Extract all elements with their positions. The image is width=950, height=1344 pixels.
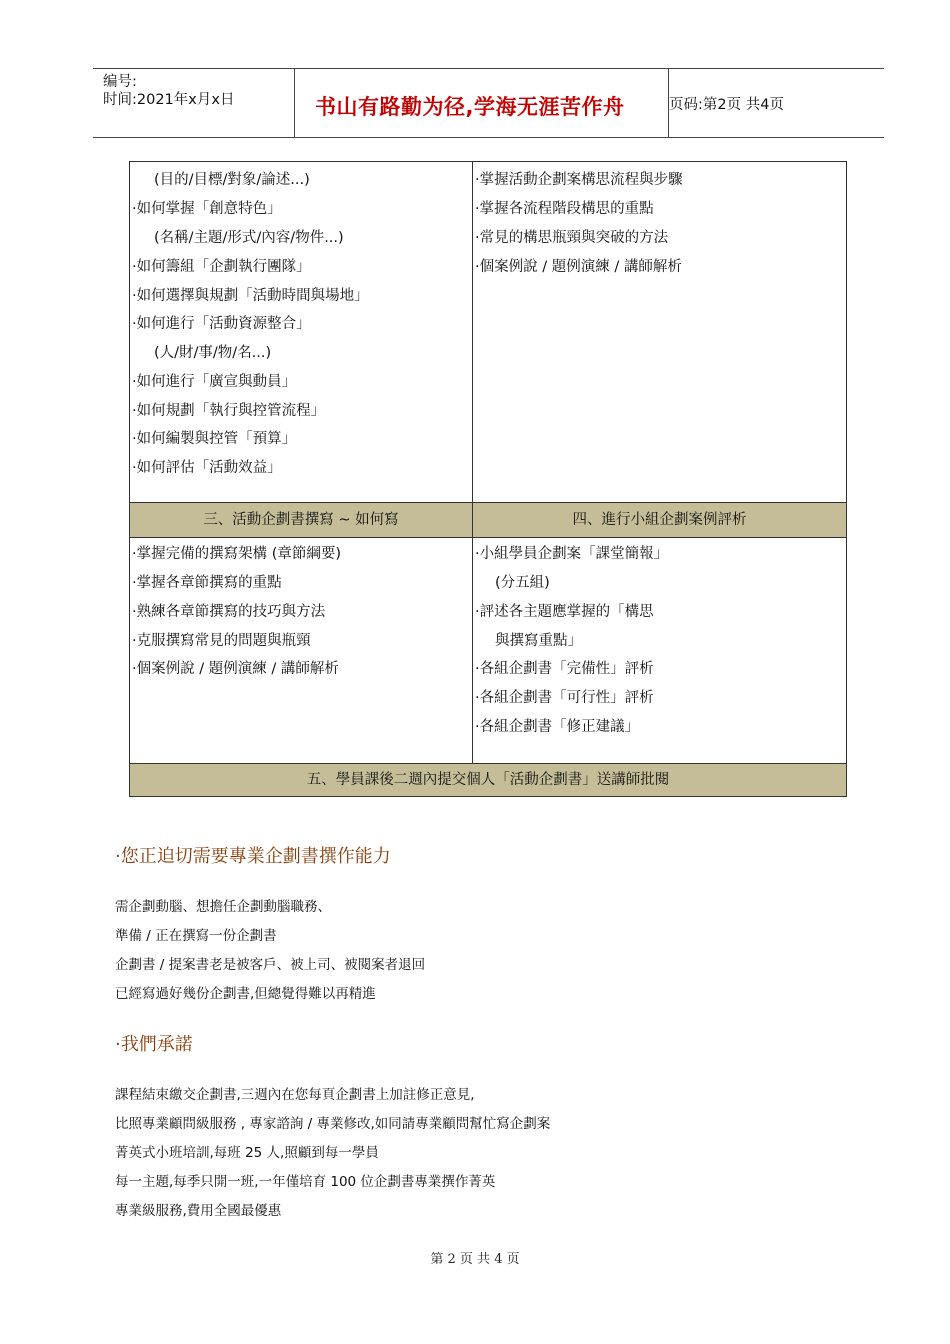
list-item: ·各組企劃書「修正建議」 — [475, 719, 640, 735]
paragraph-line: 每一主題,每季只開一班,一年僅培育 100 位企劃書專業撰作菁英 — [115, 1174, 496, 1190]
header-motto-cell — [294, 69, 669, 137]
list-item: ·掌握活動企劃案構思流程與步驟 — [475, 172, 683, 188]
paragraph-line: 課程結束繳交企劃書,三週內在您每頁企劃書上加註修正意見, — [115, 1087, 475, 1103]
paragraph-line: 企劃書 / 提案書老是被客戶、被上司、被閱案者退回 — [115, 957, 426, 973]
course-table — [129, 161, 847, 797]
list-item: ·如何進行「活動資源整合」 — [132, 316, 311, 332]
paragraph-line: 需企劃動腦、想擔任企劃動腦職務、 — [115, 899, 331, 915]
list-item: ·掌握完備的撰寫架構 (章節綱要) — [132, 546, 342, 562]
list-item: ·熟練各章節撰寫的技巧與方法 — [132, 604, 326, 620]
paragraph-line: 準備 / 正在撰寫一份企劃書 — [115, 928, 277, 944]
number-label: 编号: — [103, 74, 137, 90]
page-footer: 第 2 页 共 4 页 — [430, 1252, 520, 1267]
list-item: ·如何規劃「執行與控管流程」 — [132, 403, 326, 419]
list-item: (名稱/主題/形式/內容/物件...) — [154, 230, 344, 246]
list-item: ·個案例說 / 題例演練 / 講師解析 — [132, 661, 339, 677]
section-title-promise: ·我們承諾 — [115, 1034, 193, 1055]
list-item: ·掌握各流程階段構思的重點 — [475, 201, 654, 217]
section-header-4: 四、進行小組企劃案例評析 — [473, 503, 846, 537]
list-item: ·個案例說 / 題例演練 / 講師解析 — [475, 259, 682, 275]
list-item: ·如何進行「廣宣與動員」 — [132, 374, 297, 390]
list-item: 與撰寫重點」 — [495, 633, 582, 649]
page-header — [93, 68, 884, 138]
cell-top-left — [130, 162, 472, 502]
paragraph-line: 專業級服務,費用全國最優惠 — [115, 1203, 282, 1219]
list-item: ·評述各主題應掌握的「構思 — [475, 604, 654, 620]
section-title-need: ·您正迫切需要專業企劃書撰作能力 — [115, 846, 391, 867]
list-item: ·掌握各章節撰寫的重點 — [132, 575, 282, 591]
section-header-3: 三、活動企劃書撰寫 ~ 如何寫 — [130, 503, 472, 537]
cell-top-right — [473, 162, 846, 502]
list-item: ·常見的構思瓶頸與突破的方法 — [475, 230, 669, 246]
list-item: ·如何掌握「創意特色」 — [132, 201, 282, 217]
time-label: 时间:2021年x月x日 — [103, 92, 235, 108]
list-item: ·如何編製與控管「預算」 — [132, 431, 297, 447]
list-item: ·小組學員企劃案「課堂簡報」 — [475, 546, 669, 562]
list-item: ·克服撰寫常見的問題與瓶頸 — [132, 633, 311, 649]
cell-bottom-right — [473, 538, 846, 763]
list-item: ·如何籌組「企劃執行團隊」 — [132, 259, 311, 275]
list-item: ·如何評估「活動效益」 — [132, 460, 282, 476]
list-item: (目的/目標/對象/論述...) — [154, 172, 310, 188]
header-meta — [93, 69, 294, 137]
page-number-label: 页码:第2页 共4页 — [669, 97, 784, 113]
list-item: ·各組企劃書「完備性」評析 — [475, 661, 654, 677]
paragraph-line: 菁英式小班培訓,每班 25 人,照顧到每一學員 — [115, 1145, 379, 1161]
cell-bottom-left — [130, 538, 472, 763]
motto: 书山有路勤为径,学海无涯苦作舟 — [315, 95, 625, 119]
section-header-5: 五、學員課後二週內提交個人「活動企劃書」送講師批閱 — [130, 764, 846, 796]
list-item: ·各組企劃書「可行性」評析 — [475, 690, 654, 706]
paragraph-line: 比照專業顧問級服務 , 專家諮詢 / 專業修改,如同請專業顧問幫忙寫企劃案 — [115, 1116, 551, 1132]
list-item: ·如何選擇與規劃「活動時間與場地」 — [132, 288, 369, 304]
list-item: (分五組) — [495, 575, 550, 591]
paragraph-line: 已經寫過好幾份企劃書,但總覺得難以再精進 — [115, 986, 376, 1002]
list-item: (人/財/事/物/名...) — [154, 345, 272, 361]
